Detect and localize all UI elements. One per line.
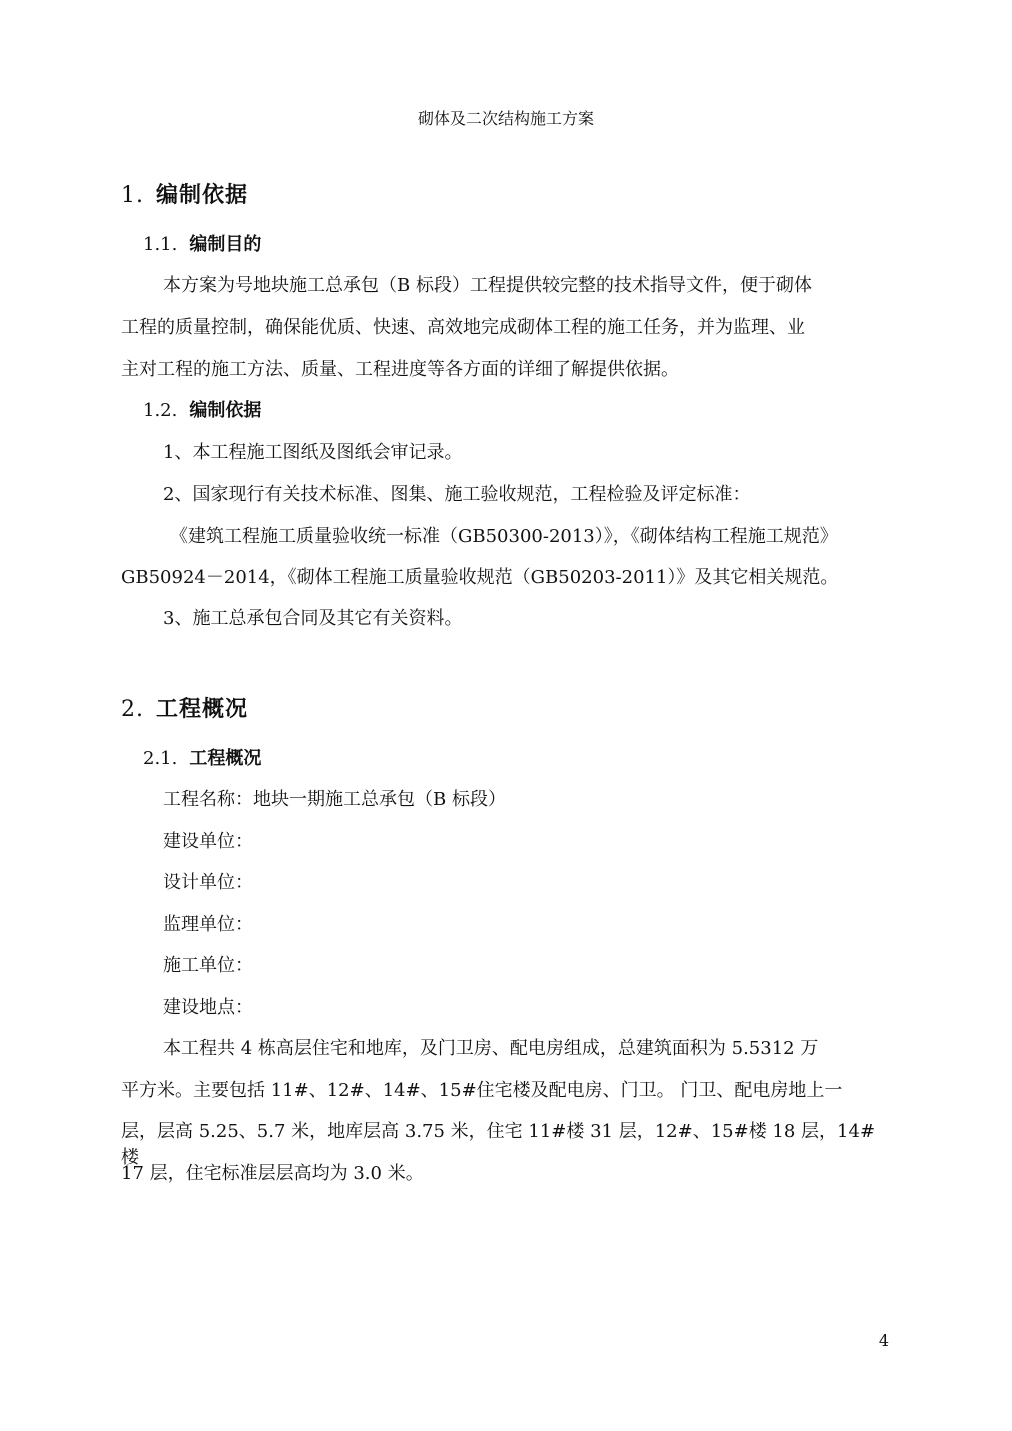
paragraph-line: 主对工程的施工方法、质量、工程进度等各方面的详细了解提供依据。 [121, 359, 679, 380]
paragraph-line: 工程的质量控制，确保能优质、快速、高效地完成砌体工程的施工任务，并为监理、业 [121, 317, 805, 338]
page-number: 4 [878, 1331, 889, 1350]
subsection-heading-1-2: 1.2. 编制依据 [143, 400, 262, 421]
field-owner: 建设单位： [163, 831, 253, 852]
field-supervisor: 监理单位： [163, 914, 253, 935]
field-project-name: 工程名称：地块一期施工总承包（B 标段） [163, 789, 506, 810]
paragraph-line: 平方米。主要包括 11#、12#、14#、15#住宅楼及配电房、门卫。 门卫、配电房地上一 [121, 1080, 843, 1101]
paragraph-line: GB50924－2014，《砌体工程施工质量验收规范（GB50203-2011）》及其它相关规范。 [121, 567, 839, 588]
paragraph-line: 本工程共 4 栋高层住宅和地库，及门卫房、配电房组成，总建筑面积为 5.5312 万 [163, 1038, 819, 1059]
paragraph-line: 《建筑工程施工质量验收统一标准（GB50300-2013）》，《砌体结构工程施工规范》 [170, 526, 838, 547]
subsection-heading-2-1: 2.1. 工程概况 [143, 748, 262, 769]
list-item: 1、本工程施工图纸及图纸会审记录。 [163, 442, 463, 463]
paragraph-line: 17 层，住宅标准层层高均为 3.0 米。 [121, 1163, 424, 1184]
section-heading-1: 1. 编制依据 [121, 182, 249, 208]
field-location: 建设地点： [163, 997, 253, 1018]
field-contractor: 施工单位： [163, 955, 253, 976]
page-header: 砌体及二次结构施工方案 [417, 109, 594, 128]
list-item: 2、国家现行有关技术标准、图集、施工验收规范，工程检验及评定标准： [163, 484, 751, 505]
section-heading-2: 2. 工程概况 [121, 696, 249, 722]
paragraph-line: 本方案为号地块施工总承包（B 标段）工程提供较完整的技术指导文件，便于砌体 [163, 275, 812, 296]
paragraph-line: 层，层高 5.25、5.7 米，地库层高 3.75 米，住宅 11#楼 31 层，12#、15#楼 18 层，14#楼 [121, 1121, 876, 1168]
field-designer: 设计单位： [163, 872, 253, 893]
list-item: 3、施工总承包合同及其它有关资料。 [163, 608, 463, 629]
subsection-heading-1-1: 1.1. 编制目的 [143, 234, 262, 255]
